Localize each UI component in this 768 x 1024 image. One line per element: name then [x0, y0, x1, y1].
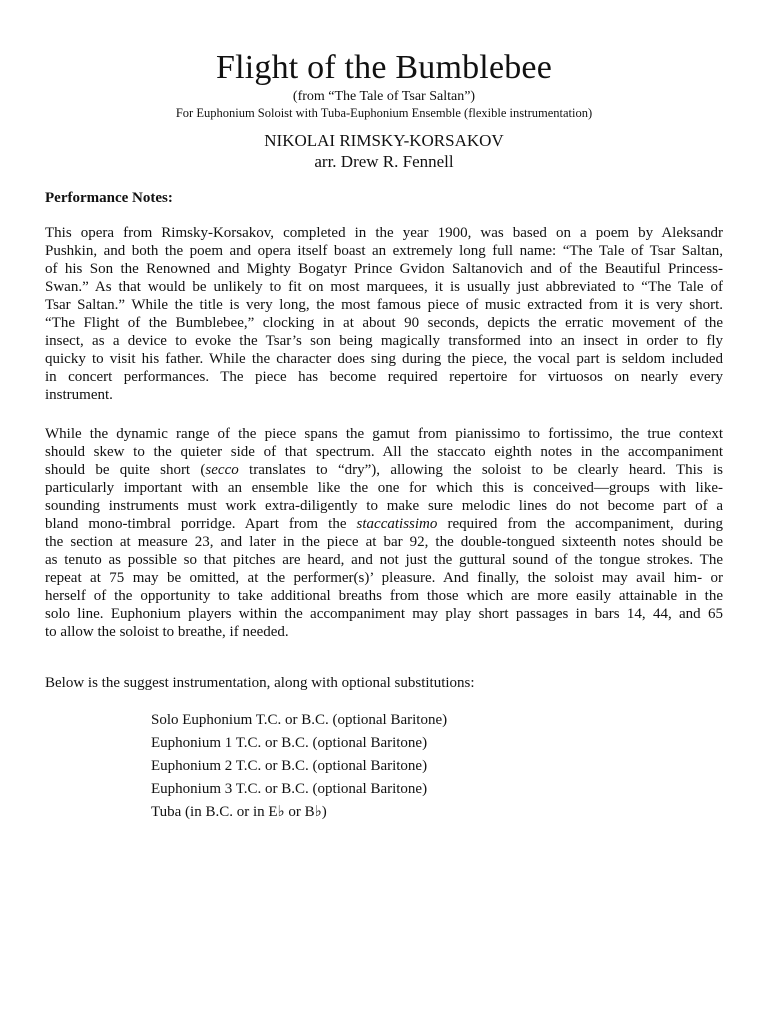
instrumentation-line: For Euphonium Soloist with Tuba-Euphonium Ensemble (flexible instrumentation) — [175, 106, 593, 120]
text-line: of his Son the Renowned and Mighty Bogatyr Prince Gvidon Saltanovich and of the Beautiful Princess- — [45, 261, 723, 277]
italic-term-staccatissimo: staccatissimo — [356, 516, 438, 532]
text-fragment: should be quite short ( — [45, 462, 206, 478]
text-line: This opera from Rimsky-Korsakov, completed in the year 1900, was based on a poem by Aleksandr — [45, 225, 723, 241]
text-line: sounding instruments must work extra-diligently to make sure melodic lines do not become part of a — [45, 498, 723, 514]
text-fragment: required from the accompaniment, during — [437, 516, 724, 532]
paragraph-performance-guidance — [45, 425, 723, 641]
instrumentation-intro: Below is the suggest instrumentation, along with optional substitutions: — [45, 675, 475, 691]
text-line: While the dynamic range of the piece spans the gamut from pianissimo to fortissimo, the true context — [45, 426, 723, 442]
text-line: should skew to the quieter side of that spectrum. All the staccato eighth notes in the accompaniment — [45, 444, 723, 460]
text-line: particularly important with an ensemble like the one for which this is conceived—groups with like- — [45, 480, 723, 496]
text-line: as tenuto as possible so that pitches are heard, and not just the guttural sound of the tongue strokes. The — [45, 552, 723, 568]
text-line: herself of the opportunity to take additional breaths from those which are more easily attainable in the — [45, 588, 723, 604]
text-line: solo line. Euphonium players within the accompaniment may play short passages in bars 14, 44, and 65 — [45, 606, 723, 622]
text-line: quicky to visit his father. While the character does sing during the piece, the vocal part is seldom included — [45, 351, 723, 367]
text-line: Tsar Saltan.” While the title is very long, the most famous piece of music extracted from it is very short. — [45, 297, 723, 313]
text-line: “The Flight of the Bumblebee,” clocking in at about 90 seconds, depicts the erratic movement of the — [45, 315, 723, 331]
text-line: in concert performances. The piece has become required repertoire for virtuosos on nearly every — [45, 369, 723, 385]
text-line: repeat at 75 may be omitted, at the performer(s)’ pleasure. And finally, the soloist may avail him- or — [45, 570, 723, 586]
text-line — [45, 461, 723, 479]
instrument-list — [151, 711, 447, 826]
text-fragment: translates to “dry”), allowing the soloist to be clearly heard. This is — [238, 462, 723, 478]
performance-notes-heading: Performance Notes: — [45, 190, 173, 206]
text-line: Swan.” As that would be unlikely to fit on most marquees, it is usually just abbreviated to “The Tale of — [45, 279, 723, 295]
subtitle: (from “The Tale of Tsar Saltan”) — [292, 89, 476, 104]
list-item: Euphonium 1 T.C. or B.C. (optional Baritone) — [151, 735, 428, 751]
list-item: Euphonium 2 T.C. or B.C. (optional Baritone) — [151, 758, 428, 774]
arranger-name: arr. Drew R. Fennell — [314, 152, 454, 171]
composer-name: NIKOLAI RIMSKY-KORSAKOV — [264, 131, 504, 150]
text-line: instrument. — [45, 387, 113, 403]
page-title: Flight of the Bumblebee — [215, 49, 553, 86]
text-line: insect, as a device to evoke the Tsar’s son being magically transformed into an insect in order to fly — [45, 333, 723, 349]
text-line — [45, 515, 723, 533]
text-line: the section at measure 23, and later in the piece at bar 92, the double-tongued sixteenth notes should be — [45, 534, 723, 550]
paragraph-opera-history — [45, 224, 723, 404]
list-item: Euphonium 3 T.C. or B.C. (optional Baritone) — [151, 781, 428, 797]
list-item: Tuba (in B.C. or in E♭ or B♭) — [151, 804, 327, 820]
text-fragment: bland mono-timbral porridge. Apart from the — [45, 516, 357, 532]
text-line: to allow the soloist to breathe, if needed. — [45, 624, 289, 640]
text-line: Pushkin, and both the poem and opera itself boast an extremely long full name: “The Tale of Tsar Saltan, — [45, 243, 723, 259]
list-item: Solo Euphonium T.C. or B.C. (optional Baritone) — [151, 712, 448, 728]
italic-term-secco: secco — [205, 462, 239, 478]
